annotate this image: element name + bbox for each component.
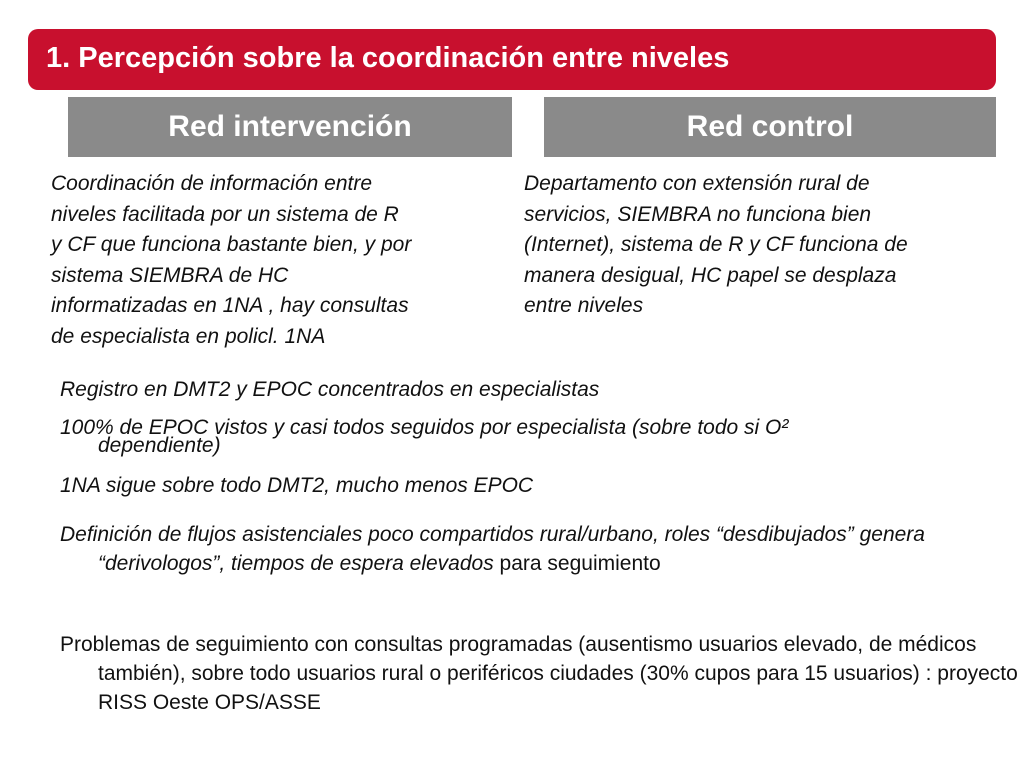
slide-title: 1. Percepción sobre la coordinación entre niveles xyxy=(46,42,730,74)
title-bar xyxy=(28,29,996,90)
intervencion-description xyxy=(51,169,513,352)
bullet-text: Problemas de seguimiento con consultas programadas (ausentismo usuarios elevado, de médicos también), sobre todo usuarios rural o periféricos ciudades (30% cupos para 15 usuarios) : proyecto RISS Oeste OPS/ASSE xyxy=(60,633,1018,714)
text-line: y CF que funciona bastante bien, y por xyxy=(51,233,412,256)
bullet-text: 1NA sigue sobre todo DMT2, mucho menos EPOC xyxy=(60,474,534,497)
text-line: (Internet), sistema de R y CF funciona de xyxy=(524,233,908,256)
header-red-control: Red control xyxy=(544,97,996,157)
text-line: manera desigual, HC papel se desplaza xyxy=(524,263,897,287)
bullet-registro xyxy=(60,375,980,404)
bullet-1na xyxy=(60,471,980,500)
header-red-intervencion: Red intervención xyxy=(68,97,512,157)
text-line: niveles facilitada por un sistema de R xyxy=(51,202,399,226)
bullet-text-rest: para seguimiento xyxy=(493,552,661,575)
bullet-text: Registro en DMT2 y EPOC concentrados en especialistas xyxy=(60,378,600,401)
text-line: sistema SIEMBRA de HC xyxy=(51,263,289,287)
control-description xyxy=(524,169,1004,322)
bullet-epoc-vistos xyxy=(60,413,980,460)
text-line: Coordinación de información entre xyxy=(51,172,373,195)
text-line: entre niveles xyxy=(524,294,644,317)
bullet-flujos xyxy=(60,520,1018,578)
bullet-text-line1: 100% de EPOC vistos y casi todos seguidos por especialista (sobre todo si O² xyxy=(60,416,789,439)
bullet-text-line2: dependiente) xyxy=(98,434,221,457)
bullet-text-italic: Definición de flujos asistenciales poco compartidos rural/urbano, roles “desdibujados” genera “derivologos”, tiempos de espera elevados xyxy=(60,523,925,575)
bullet-problemas xyxy=(60,630,1018,717)
text-line: de especialista en policl. 1NA xyxy=(51,324,326,348)
text-line: informatizadas en 1NA , hay consultas xyxy=(51,294,409,317)
text-line: Departamento con extensión rural de xyxy=(524,172,870,195)
text-line: servicios, SIEMBRA no funciona bien xyxy=(524,202,872,226)
